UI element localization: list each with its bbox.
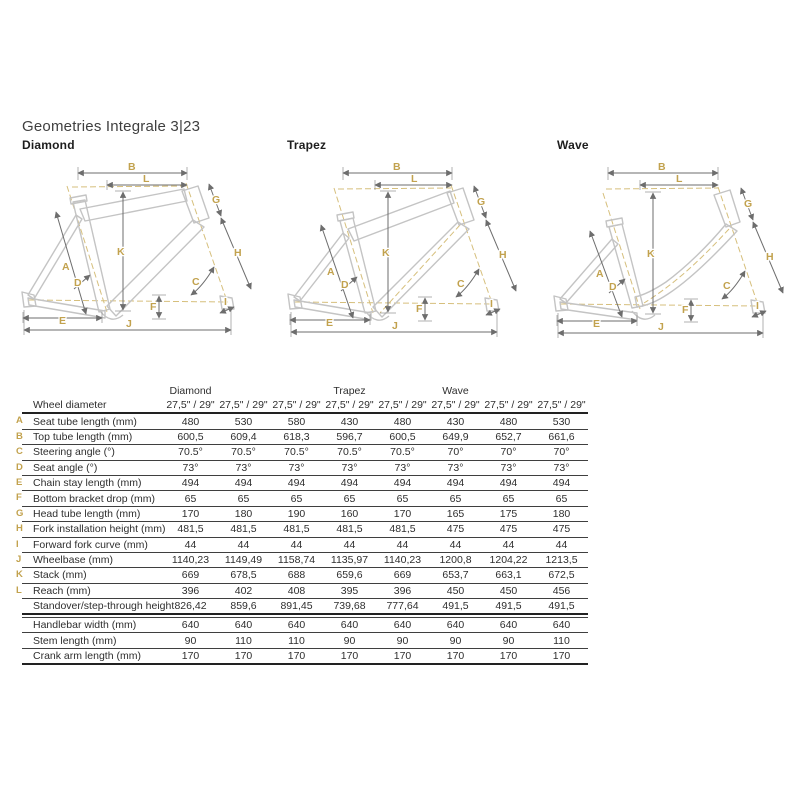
- dim-label-b: B: [658, 161, 666, 173]
- cell-value: 90: [323, 633, 376, 648]
- cell-value: 494: [270, 475, 323, 490]
- table-row: [22, 599, 588, 615]
- dimension-letters: [326, 161, 507, 332]
- group-header-spacer: [482, 384, 535, 398]
- row-label: [16, 475, 164, 490]
- row-label: [22, 648, 164, 664]
- cell-value: 44: [376, 537, 429, 552]
- trapez-frame-diagram: [275, 155, 527, 347]
- diamond-frame-diagram: [10, 155, 262, 347]
- dim-label-h: H: [766, 251, 774, 263]
- cell-value: 661,6: [535, 429, 588, 444]
- cell-value: 481,5: [376, 522, 429, 537]
- dim-label-b: B: [128, 161, 136, 173]
- row-label-text: Stack (mm): [33, 569, 87, 582]
- row-label-text: Stem length (mm): [33, 634, 117, 647]
- wheel-size-header: 27,5" / 29": [164, 398, 217, 413]
- dimension-letter-badge: J: [16, 553, 22, 565]
- dim-label-k: K: [647, 248, 655, 260]
- dimension-letter-badge: L: [16, 584, 22, 596]
- cell-value: 180: [217, 506, 270, 521]
- cell-value: 640: [164, 618, 217, 633]
- dim-label-a: A: [596, 268, 604, 280]
- cell-value: 494: [323, 475, 376, 490]
- cell-value: 494: [164, 475, 217, 490]
- row-label: [22, 633, 164, 648]
- cell-value: 396: [376, 583, 429, 598]
- dim-label-g: G: [744, 198, 753, 210]
- cell-value: 1204,22: [482, 552, 535, 567]
- cell-value: 1200,8: [429, 552, 482, 567]
- cell-value: 653,7: [429, 568, 482, 583]
- table-row: [22, 429, 588, 444]
- cell-value: 1140,23: [164, 552, 217, 567]
- cell-value: 44: [217, 537, 270, 552]
- table-row: [22, 648, 588, 664]
- cell-value: 678,5: [217, 568, 270, 583]
- cell-value: 70°: [535, 445, 588, 460]
- cell-value: 688: [270, 568, 323, 583]
- cell-value: 494: [429, 475, 482, 490]
- dim-label-k: K: [117, 246, 125, 258]
- cell-value: 640: [376, 618, 429, 633]
- cell-value: 491,5: [429, 599, 482, 615]
- cell-value: 1213,5: [535, 552, 588, 567]
- geometry-table: [16, 384, 588, 615]
- wheel-size-header: 27,5" / 29": [482, 398, 535, 413]
- cell-value: 65: [270, 491, 323, 506]
- cell-value: 65: [376, 491, 429, 506]
- dim-label-l: L: [676, 173, 683, 185]
- row-label-text: Seat tube length (mm): [33, 415, 137, 428]
- cell-value: 70.5°: [217, 445, 270, 460]
- table-row: [22, 491, 588, 506]
- row-label-text: Seat angle (°): [33, 461, 98, 474]
- cell-value: 640: [429, 618, 482, 633]
- dim-label-g: G: [477, 196, 486, 208]
- dim-label-a: A: [327, 266, 335, 278]
- cell-value: 600,5: [164, 429, 217, 444]
- cell-value: 640: [270, 618, 323, 633]
- wheel-size-header: 27,5" / 29": [429, 398, 482, 413]
- table-row: [22, 445, 588, 460]
- dim-label-e: E: [59, 315, 67, 327]
- cell-value: 44: [535, 537, 588, 552]
- row-label: [22, 618, 164, 633]
- cell-value: 65: [535, 491, 588, 506]
- row-label-text: Fork installation height (mm): [33, 523, 166, 536]
- cell-value: 73°: [217, 460, 270, 475]
- cell-value: 891,45: [270, 599, 323, 615]
- dim-label-a: A: [62, 261, 70, 273]
- dim-label-k: K: [382, 247, 390, 259]
- wheel-size-header: 27,5" / 29": [323, 398, 376, 413]
- cell-value: 70.5°: [270, 445, 323, 460]
- dim-label-b: B: [393, 161, 401, 173]
- table-row: [22, 618, 588, 633]
- cell-value: 402: [217, 583, 270, 598]
- cell-value: 580: [270, 413, 323, 429]
- cell-value: 481,5: [217, 522, 270, 537]
- group-header-spacer: [270, 384, 323, 398]
- cell-value: 160: [323, 506, 376, 521]
- row-label: [16, 506, 164, 521]
- row-label: [16, 522, 166, 537]
- cell-value: 170: [535, 648, 588, 664]
- cell-value: 450: [482, 583, 535, 598]
- cell-value: 450: [429, 583, 482, 598]
- axis-lines: [29, 183, 228, 312]
- row-label: [16, 460, 164, 475]
- cell-value: 90: [482, 633, 535, 648]
- dimension-letter-badge: F: [16, 492, 22, 504]
- cell-value: 1135,97: [323, 552, 376, 567]
- cell-value: 475: [535, 522, 588, 537]
- cell-value: 739,68: [323, 599, 376, 615]
- group-header-spacer: [376, 384, 429, 398]
- dim-label-h: H: [499, 249, 507, 261]
- cell-value: 430: [323, 413, 376, 429]
- row-label-text: Top tube length (mm): [33, 430, 133, 443]
- cell-value: 170: [482, 648, 535, 664]
- row-label-text: Head tube length (mm): [33, 507, 141, 520]
- cell-value: 110: [270, 633, 323, 648]
- cell-value: 170: [164, 506, 217, 521]
- cell-value: 481,5: [164, 522, 217, 537]
- dim-label-j: J: [392, 320, 398, 332]
- row-label-text: Wheelbase (mm): [33, 554, 113, 567]
- group-header-spacer: [217, 384, 270, 398]
- frame-outline: [554, 190, 765, 320]
- cell-value: 669: [376, 568, 429, 583]
- cell-value: 70.5°: [164, 445, 217, 460]
- cell-value: 494: [482, 475, 535, 490]
- row-label: [16, 552, 164, 567]
- cell-value: 777,64: [376, 599, 429, 615]
- cell-value: 1149,49: [217, 552, 270, 567]
- dim-label-j: J: [658, 321, 664, 333]
- cell-value: 44: [429, 537, 482, 552]
- cell-value: 530: [535, 413, 588, 429]
- cell-value: 659,6: [323, 568, 376, 583]
- cell-value: 44: [323, 537, 376, 552]
- dim-label-c: C: [192, 276, 200, 288]
- cell-value: 44: [482, 537, 535, 552]
- cell-value: 170: [376, 648, 429, 664]
- cell-value: 90: [164, 633, 217, 648]
- cell-value: 170: [217, 648, 270, 664]
- cell-value: 1158,74: [270, 552, 323, 567]
- cell-value: 70°: [482, 445, 535, 460]
- cell-value: 1140,23: [376, 552, 429, 567]
- cell-value: 669: [164, 568, 217, 583]
- cell-value: 170: [429, 648, 482, 664]
- cell-value: 70°: [429, 445, 482, 460]
- cell-value: 175: [482, 506, 535, 521]
- dimension-letter-badge: D: [16, 461, 23, 473]
- dim-label-d: D: [609, 281, 617, 293]
- dim-label-f: F: [416, 303, 423, 315]
- wave-frame-diagram: [540, 155, 792, 347]
- cell-value: 73°: [376, 460, 429, 475]
- diagram-heading-wave: Wave: [557, 138, 589, 152]
- cell-value: 480: [164, 413, 217, 429]
- cell-value: 672,5: [535, 568, 588, 583]
- dim-label-d: D: [74, 277, 82, 289]
- cell-value: 90: [376, 633, 429, 648]
- cell-value: 859,6: [217, 599, 270, 615]
- axis-lines: [295, 185, 493, 313]
- cell-value: 494: [217, 475, 270, 490]
- wheel-size-header: 27,5" / 29": [217, 398, 270, 413]
- cell-value: 170: [164, 648, 217, 664]
- cell-value: 609,4: [217, 429, 270, 444]
- row-label-text: Bottom bracket drop (mm): [33, 492, 155, 505]
- dim-label-i: I: [224, 296, 227, 308]
- table-row: [22, 633, 588, 648]
- cell-value: 652,7: [482, 429, 535, 444]
- group-header: Trapez: [333, 385, 366, 397]
- cell-value: 395: [323, 583, 376, 598]
- cell-value: 165: [429, 506, 482, 521]
- cell-value: 73°: [270, 460, 323, 475]
- group-header: Wave: [442, 385, 469, 397]
- row-label-text: Forward fork curve (mm): [33, 538, 148, 551]
- cell-value: 70.5°: [323, 445, 376, 460]
- cell-value: 73°: [535, 460, 588, 475]
- diagram-heading-diamond: Diamond: [22, 138, 75, 152]
- table-row: [22, 475, 588, 490]
- frame-outline: [288, 188, 499, 320]
- group-header-spacer: [535, 384, 588, 398]
- cell-value: 430: [429, 413, 482, 429]
- cell-value: 170: [270, 648, 323, 664]
- group-header-spacer: [22, 384, 164, 398]
- row-label: [16, 429, 164, 444]
- dim-label-l: L: [411, 173, 418, 185]
- row-label-text: Crank arm length (mm): [33, 649, 141, 662]
- row-label: [16, 583, 164, 598]
- table-row: [22, 384, 588, 398]
- table-row: [22, 398, 588, 413]
- row-label-text: Chain stay length (mm): [33, 477, 142, 490]
- cell-value: 481,5: [323, 522, 376, 537]
- cell-value: 73°: [482, 460, 535, 475]
- dim-label-i: I: [756, 300, 759, 312]
- column-header-label: Wheel diameter: [22, 398, 164, 413]
- dim-label-h: H: [234, 247, 242, 259]
- wheel-size-header: 27,5" / 29": [535, 398, 588, 413]
- dimension-letter-badge: A: [16, 415, 23, 427]
- row-label-text: Reach (mm): [33, 584, 91, 597]
- cell-value: 65: [323, 491, 376, 506]
- table-row: [22, 460, 588, 475]
- dim-label-i: I: [490, 298, 493, 310]
- dimension-lines: [557, 167, 783, 338]
- dim-label-j: J: [126, 318, 132, 330]
- cell-value: 640: [217, 618, 270, 633]
- dim-label-f: F: [150, 301, 157, 313]
- dimension-letters: [59, 161, 242, 330]
- dim-label-c: C: [723, 280, 731, 292]
- cell-value: 663,1: [482, 568, 535, 583]
- cell-value: 70.5°: [376, 445, 429, 460]
- cell-value: 180: [535, 506, 588, 521]
- dimension-letter-badge: C: [16, 446, 23, 458]
- dim-label-d: D: [341, 279, 349, 291]
- table-row: [22, 568, 588, 583]
- cell-value: 170: [323, 648, 376, 664]
- dim-label-f: F: [682, 304, 689, 316]
- cell-value: 65: [164, 491, 217, 506]
- row-label: [16, 537, 164, 552]
- cell-value: 73°: [164, 460, 217, 475]
- table-row: [22, 552, 588, 567]
- cell-value: 408: [270, 583, 323, 598]
- row-label: [16, 491, 164, 506]
- cell-value: 494: [535, 475, 588, 490]
- table-row: [22, 537, 588, 552]
- row-label: [16, 445, 164, 460]
- cell-value: 73°: [323, 460, 376, 475]
- row-label-text: Standover/step-through height: [33, 600, 175, 613]
- diagram-heading-trapez: Trapez: [287, 138, 327, 152]
- cell-value: 44: [270, 537, 323, 552]
- row-label-text: Handlebar width (mm): [33, 619, 137, 632]
- cell-value: 826,42: [164, 599, 217, 615]
- cell-value: 494: [376, 475, 429, 490]
- cell-value: 596,7: [323, 429, 376, 444]
- page-title: Geometries Integrale 3|23: [22, 118, 201, 135]
- cell-value: 618,3: [270, 429, 323, 444]
- cell-value: 481,5: [270, 522, 323, 537]
- cell-value: 110: [535, 633, 588, 648]
- cell-value: 640: [535, 618, 588, 633]
- dim-label-g: G: [212, 194, 221, 206]
- cell-value: 110: [217, 633, 270, 648]
- component-table: [22, 617, 588, 665]
- cell-value: 456: [535, 583, 588, 598]
- cell-value: 73°: [429, 460, 482, 475]
- row-label-text: Steering angle (°): [33, 446, 115, 459]
- group-header: Diamond: [169, 385, 212, 397]
- cell-value: 190: [270, 506, 323, 521]
- cell-value: 491,5: [482, 599, 535, 615]
- cell-value: 600,5: [376, 429, 429, 444]
- cell-value: 640: [482, 618, 535, 633]
- frame-outline: [22, 186, 234, 319]
- cell-value: 530: [217, 413, 270, 429]
- cell-value: 649,9: [429, 429, 482, 444]
- cell-value: 475: [429, 522, 482, 537]
- cell-value: 475: [482, 522, 535, 537]
- cell-value: 90: [429, 633, 482, 648]
- cell-value: 44: [164, 537, 217, 552]
- cell-value: 170: [376, 506, 429, 521]
- row-label: [16, 413, 164, 429]
- cell-value: 480: [376, 413, 429, 429]
- cell-value: 65: [429, 491, 482, 506]
- dim-label-e: E: [593, 318, 601, 330]
- table-row: [22, 522, 588, 537]
- cell-value: 640: [323, 618, 376, 633]
- dimension-letter-badge: B: [16, 430, 23, 442]
- dimension-letter-badge: K: [16, 569, 23, 581]
- dimension-letter-badge: I: [16, 538, 19, 550]
- table-row: [22, 413, 588, 429]
- dim-label-c: C: [457, 278, 465, 290]
- cell-value: 491,5: [535, 599, 588, 615]
- wheel-size-header: 27,5" / 29": [376, 398, 429, 413]
- dim-label-l: L: [143, 173, 150, 185]
- cell-value: 65: [217, 491, 270, 506]
- dimension-letter-badge: G: [16, 507, 24, 519]
- dim-label-e: E: [326, 317, 334, 329]
- table-row: [22, 583, 588, 598]
- cell-value: 396: [164, 583, 217, 598]
- row-label: [22, 599, 175, 615]
- wheel-size-header: 27,5" / 29": [270, 398, 323, 413]
- dimension-letter-badge: H: [16, 523, 23, 535]
- cell-value: 480: [482, 413, 535, 429]
- row-label: [16, 568, 164, 583]
- table-row: [22, 506, 588, 521]
- cell-value: 65: [482, 491, 535, 506]
- dimension-letter-badge: E: [16, 476, 23, 488]
